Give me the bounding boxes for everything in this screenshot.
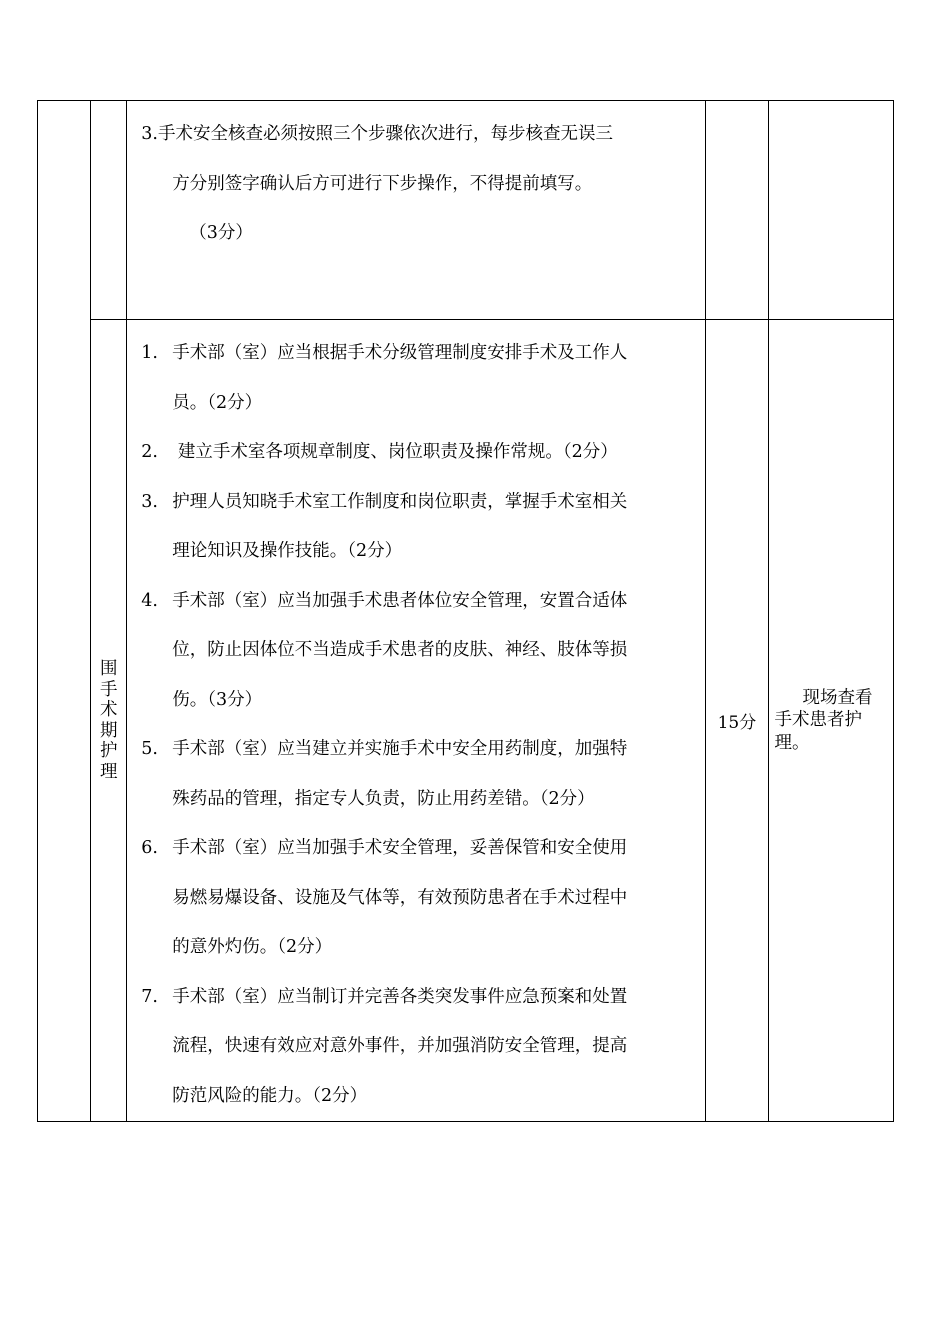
table-row <box>38 101 894 320</box>
item-number <box>141 626 172 676</box>
item-3-score: （3分） <box>189 223 253 243</box>
item-text-line: 护理人员知晓手术室工作制度和岗位职责，掌握手术室相关 <box>172 491 628 512</box>
item-number: 4. <box>141 590 158 611</box>
item-number <box>141 874 172 924</box>
item-number: 2. <box>141 442 158 462</box>
item-number: 1. <box>141 343 158 363</box>
points-cell-empty <box>706 101 768 320</box>
item-text-line: 易燃易爆设备、设施及气体等，有效预防患者在手术过程中 <box>172 887 628 908</box>
item-text-line: 手术部（室）应当建立并实施手术中安全用药制度，加强特 <box>172 739 628 759</box>
item-text-line: 理论知识及操作技能。（2分） <box>172 541 403 561</box>
item-text-line: 伤。（3分） <box>172 689 263 710</box>
requirement-list <box>127 320 705 1121</box>
list-item <box>141 973 695 1122</box>
item-number: 7. <box>141 986 158 1007</box>
item-number <box>141 379 172 429</box>
assessment-table <box>37 100 894 1122</box>
list-item <box>141 329 695 428</box>
item-number <box>141 923 172 973</box>
content-cell <box>127 320 706 1122</box>
outer-category-cell <box>38 101 91 1122</box>
category-label: 围手术期护理 <box>99 659 118 782</box>
list-item <box>141 577 695 726</box>
content-cell <box>127 101 706 320</box>
item-number: 5. <box>141 739 158 759</box>
points-cell <box>706 320 768 1122</box>
item-text-line: 防范风险的能力。（2分） <box>172 1085 368 1106</box>
category-cell-empty <box>91 101 127 320</box>
table-row <box>38 320 894 1122</box>
item-text-line: 建立手术室各项规章制度、岗位职责及操作常规。（2分） <box>172 442 618 462</box>
item-text-line: 手术部（室）应当制订并完善各类突发事件应急预案和处置 <box>172 986 628 1007</box>
item-number <box>141 775 172 825</box>
list-item <box>141 824 695 973</box>
item-number <box>141 527 172 577</box>
list-item <box>141 725 695 824</box>
item-number: 6. <box>141 838 158 858</box>
item-text-line: 员。（2分） <box>172 392 263 413</box>
item-3-line-1: 3.手术安全核查必须按照三个步骤依次进行，每步核查无误三 <box>141 124 613 144</box>
list-item <box>141 478 695 577</box>
item-number <box>141 676 172 726</box>
item-text-line: 的意外灼伤。（2分） <box>172 937 333 957</box>
item-text-line: 手术部（室）应当加强手术安全管理，妥善保管和安全使用 <box>172 838 628 858</box>
method-line-1: 现场查看 <box>802 687 873 708</box>
list-item <box>141 428 695 478</box>
item-text-line: 手术部（室）应当加强手术患者体位安全管理，安置合适体 <box>172 590 628 611</box>
item-3-line-2: 方分别签字确认后方可进行下步操作，不得提前填写。 <box>172 173 593 194</box>
item-text-line: 殊药品的管理，指定专人负责，防止用药差错。（2分） <box>172 788 595 809</box>
item-text-line: 流程，快速有效应对意外事件，并加强消防安全管理，提高 <box>172 1036 628 1056</box>
item-text-line: 位，防止因体位不当造成手术患者的皮肤、神经、肢体等损 <box>172 640 628 660</box>
item-text-line: 手术部（室）应当根据手术分级管理制度安排手术及工作人 <box>172 343 628 363</box>
category-cell <box>91 320 127 1122</box>
item-number <box>141 1022 172 1072</box>
method-cell <box>768 320 893 1122</box>
method-line-2: 手术患者护理。 <box>774 710 863 753</box>
item-number: 3. <box>141 491 158 512</box>
method-cell-empty <box>768 101 893 320</box>
points-value: 15分 <box>717 713 757 733</box>
item-number <box>141 1072 172 1122</box>
